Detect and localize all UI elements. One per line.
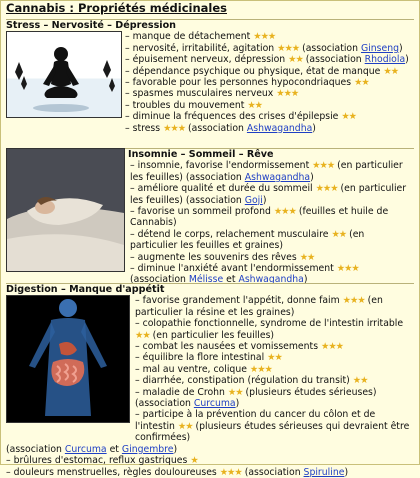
star-rating: ★★★ xyxy=(276,88,299,100)
star-rating: ★★ xyxy=(227,386,243,398)
list-item: – brûlures d'estomac, reflux gastriques ★ xyxy=(6,455,198,467)
link-curcuma[interactable]: Curcuma xyxy=(64,443,107,455)
star-rating: ★★ xyxy=(177,420,193,432)
star-rating: ★★★ xyxy=(163,122,186,134)
list-item: – troubles du mouvement ★★ xyxy=(125,99,262,111)
section-items xyxy=(125,160,414,285)
list-item: – améliore qualité et durée du sommeil ★★★ (en particulier les feuilles) (association Goji) xyxy=(130,183,407,206)
list-item: – augmente les souvenirs des rêves ★★ xyxy=(130,251,315,263)
digestive-system-icon xyxy=(7,296,129,422)
star-rating: ★★★ xyxy=(312,160,335,172)
star-rating: ★★ xyxy=(247,99,262,111)
link-goji[interactable]: Goji xyxy=(244,194,263,206)
meditation-silhouette-icon xyxy=(7,32,121,117)
list-item: – favorise grandement l'appétit, donne faim ★★★ (en particulier la résine et les graines) xyxy=(135,295,383,318)
sleeping-person-icon xyxy=(7,149,124,271)
list-item: – nervosité, irritabilité, agitation ★★★ (association Ginseng) xyxy=(125,42,403,54)
section-insomnie xyxy=(6,148,414,286)
star-rating: ★★ xyxy=(341,111,357,123)
list-item: – colopathie fonctionnelle, syndrome de l'intestin irritable ★★ (en particulier les feuilles) xyxy=(135,318,404,341)
star-rating: ★★★ xyxy=(219,466,242,478)
list-item: – combat les nausées et vomissements ★★★ xyxy=(135,341,344,353)
star-rating: ★★ xyxy=(288,54,303,66)
link-rhodiola[interactable]: Rhodiola xyxy=(364,54,406,66)
title-bar xyxy=(1,1,419,18)
star-rating: ★★ xyxy=(299,251,315,263)
section-stress xyxy=(6,19,414,134)
star-rating: ★ xyxy=(190,455,198,467)
list-item: – insomnie, favorise l'endormissement ★★★ (en particulier les feuilles) (association Ashwagandha) xyxy=(130,160,403,183)
star-rating: ★★★ xyxy=(273,206,296,218)
link-gingembre[interactable]: Gingembre xyxy=(121,443,174,455)
star-rating: ★★ xyxy=(354,77,369,89)
list-item: – dépendance psychique ou physique, état de manque ★★ xyxy=(125,65,399,77)
star-rating: ★★★ xyxy=(277,42,300,54)
star-rating: ★★★ xyxy=(249,363,272,375)
link-melisse[interactable]: Mélisse xyxy=(188,274,224,286)
star-rating: ★★★ xyxy=(321,341,344,353)
digestive-system-image xyxy=(6,295,130,423)
star-rating: ★★★ xyxy=(315,183,338,195)
star-rating: ★★★ xyxy=(253,31,276,43)
list-item: – spasmes musculaires nerveux ★★★ xyxy=(125,88,299,100)
section-items xyxy=(130,295,414,443)
link-curcuma[interactable]: Curcuma xyxy=(193,398,236,410)
meditation-silhouette-image xyxy=(6,31,122,118)
link-ashwagandha[interactable]: Ashwagandha xyxy=(244,171,311,183)
list-item: – manque de détachement ★★★ xyxy=(125,31,276,43)
list-item: – diminue l'anxiété avant l'endormissement ★★★ (association Mélisse et Ashwagandha) xyxy=(130,263,359,286)
list-item: – équilibre la flore intestinal ★★ xyxy=(135,352,282,364)
star-rating: ★★ xyxy=(383,65,399,77)
star-rating: ★★★ xyxy=(336,263,359,275)
star-rating: ★★ xyxy=(135,329,150,341)
list-item: – stress ★★★ (association Ashwagandha) xyxy=(125,122,316,134)
section-items xyxy=(122,31,409,134)
list-item: – diminue la fréquences des crises d'épilepsie ★★ xyxy=(125,111,357,123)
list-item: (association Curcuma et Gingembre) xyxy=(6,443,178,455)
list-item: – participe à la prévention du cancer du côlon et de l'intestin ★★ (plusieurs études sérieuses qui devraient être confirmées) xyxy=(135,409,410,444)
section-digestion xyxy=(6,283,414,478)
link-ashwagandha[interactable]: Ashwagandha xyxy=(238,274,304,286)
sleeping-person-image xyxy=(6,148,125,272)
list-item: – favorable pour les personnes hypocondriaques ★★ xyxy=(125,77,369,89)
link-ashwagandha[interactable]: Ashwagandha xyxy=(246,122,313,134)
section-title: Stress – Nervosité – Dépression xyxy=(6,20,177,31)
link-ginseng[interactable]: Ginseng xyxy=(360,42,400,54)
list-item: – épuisement nerveux, dépression ★★ (association Rhodiola) xyxy=(125,54,409,66)
list-item: – maladie de Crohn ★★ (plusieurs études sérieuses) (association Curcuma) xyxy=(135,386,377,410)
list-item: – détend le corps, relachement musculaire ★★ (en particulier les feuilles et graines) xyxy=(130,228,365,252)
star-rating: ★★★ xyxy=(342,295,365,307)
list-item: – favorise un sommeil profond ★★★ (feuilles et huile de Cannabis) xyxy=(130,206,389,229)
section-title: Insomnie – Sommeil – Rêve xyxy=(128,149,274,160)
link-spiruline[interactable]: Spiruline xyxy=(303,466,345,478)
list-item: – douleurs menstruelles, règles douloureuses ★★★ (association Spiruline) xyxy=(6,466,349,478)
page-title: Cannabis : Propriétés médicinales xyxy=(6,1,227,15)
star-rating: ★★ xyxy=(352,375,368,387)
section-title: Digestion – Manque d'appétit xyxy=(6,284,165,295)
star-rating: ★★ xyxy=(267,352,282,364)
list-item: – diarrhée, constipation (régulation du transit) ★★ xyxy=(135,375,368,387)
star-rating: ★★ xyxy=(331,228,347,240)
list-item: – mal au ventre, colique ★★★ xyxy=(135,363,272,375)
